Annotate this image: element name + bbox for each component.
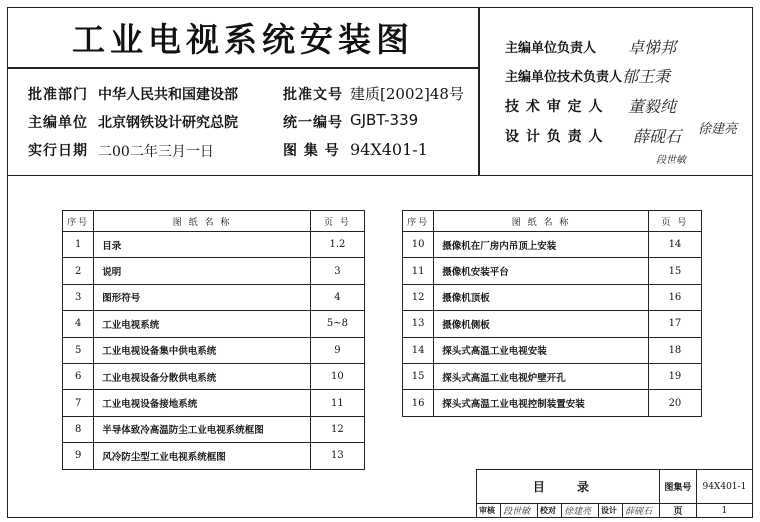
header-horizontal-divider xyxy=(8,67,478,69)
table-row: 1 目录 1.2 xyxy=(63,232,365,258)
table-row: 14 探头式高温工业电视安装 18 xyxy=(403,337,702,363)
table-row: 2 说明 3 xyxy=(63,258,365,284)
table-row: 12 摄像机顶板 16 xyxy=(403,284,702,310)
signature-design-lead: 薛砚石 xyxy=(633,127,682,146)
signature-chief-tech: 郁王秉 xyxy=(622,67,671,86)
title-block-review-sign: 段世敏 xyxy=(501,504,538,518)
title-block-check-sign: 徐建亮 xyxy=(562,504,599,518)
atlas-number-label: 图 集 号 xyxy=(283,143,340,159)
table-row: 8 半导体致冷高温防尘工业电视系统框图 12 xyxy=(63,416,365,442)
approval-dept-value: 中华人民共和国建设部 xyxy=(98,87,238,103)
effective-date-label: 实行日期 xyxy=(28,143,88,159)
title-block xyxy=(476,469,753,518)
col-header-no: 序号 xyxy=(403,211,434,232)
atlas-number-value: 94X401-1 xyxy=(350,140,428,159)
signature-tech-reviewer: 董毅纯 xyxy=(628,97,677,116)
tech-reviewer-label: 技 术 审 定 人 xyxy=(505,99,604,115)
header-vertical-divider xyxy=(478,8,480,175)
title-block-check-label: 校对 xyxy=(537,504,561,518)
table-header-row xyxy=(403,211,702,232)
title-block-page-no: 1 xyxy=(696,504,752,518)
title-block-page-label: 页 xyxy=(659,504,696,518)
table-row: 10 摄像机在厂房内吊顶上安装 14 xyxy=(403,232,702,258)
table-header-row xyxy=(63,211,365,232)
table-row: 6 工业电视设备分散供电系统 10 xyxy=(63,363,365,389)
title-block-design-label: 设计 xyxy=(598,504,622,518)
title-block-atlas-no: 94X401-1 xyxy=(696,470,752,504)
col-header-page: 页 号 xyxy=(310,211,364,232)
design-lead-label: 设 计 负 责 人 xyxy=(505,129,604,145)
table-row: 16 探头式高温工业电视控制装置安装 20 xyxy=(403,390,702,416)
editor-unit-label: 主编单位 xyxy=(28,115,88,131)
index-table-left xyxy=(62,210,365,470)
table-row: 11 摄像机安装平台 15 xyxy=(403,258,702,284)
table-row: 9 风冷防尘型工业电视系统框图 13 xyxy=(63,443,365,469)
chief-tech-label: 主编单位技术负责人 xyxy=(505,70,623,85)
unified-number-value: GJBT-339 xyxy=(350,111,419,129)
approval-doc-value: 建质[2002]48号 xyxy=(350,85,464,103)
signature-chief-editor: 卓悌邦 xyxy=(628,38,677,57)
editor-unit-value: 北京钢铁设计研究总院 xyxy=(98,115,238,131)
col-header-name: 图 纸 名 称 xyxy=(434,211,649,232)
page-title: 工业电视系统安装图 xyxy=(72,20,414,59)
table-row: 4 工业电视系统 5~8 xyxy=(63,311,365,337)
title-block-atlas-label: 图集号 xyxy=(659,470,696,504)
col-header-name: 图 纸 名 称 xyxy=(94,211,311,232)
title-block-name: 目 录 xyxy=(477,470,660,504)
col-header-page: 页 号 xyxy=(648,211,701,232)
chief-editor-label: 主编单位负责人 xyxy=(505,41,597,56)
effective-date-value: 二00二年三月一日 xyxy=(98,144,214,160)
approval-dept-label: 批准部门 xyxy=(28,87,88,103)
unified-number-label: 统一编号 xyxy=(283,115,343,131)
table-row: 15 探头式高温工业电视炉壁开孔 19 xyxy=(403,363,702,389)
table-row: 13 摄像机侧板 17 xyxy=(403,311,702,337)
table-row: 3 图形符号 4 xyxy=(63,284,365,310)
signature-extra: 徐建亮 xyxy=(698,122,738,137)
approval-doc-label: 批准文号 xyxy=(283,87,343,103)
index-table-right xyxy=(402,210,702,417)
table-row: 5 工业电视设备集中供电系统 9 xyxy=(63,337,365,363)
col-header-no: 序号 xyxy=(63,211,94,232)
signature-small: 段世敏 xyxy=(656,155,686,166)
title-block-design-sign: 薛砚石 xyxy=(623,504,660,518)
title-block-review-label: 审核 xyxy=(477,504,501,518)
table-row: 7 工业电视设备接地系统 11 xyxy=(63,390,365,416)
